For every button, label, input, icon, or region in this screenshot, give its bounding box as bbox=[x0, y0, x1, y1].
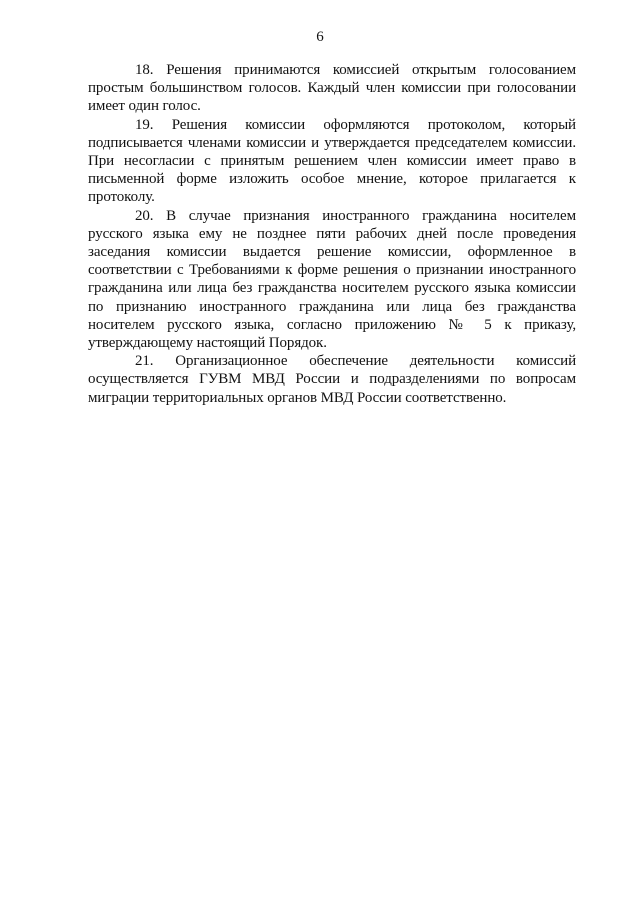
paragraph-19: 19. Решения комиссии оформляются протоколом, который подписывается членами комиссии и утверждается председателем комиссии. При несогласии с принятым решением член комиссии имеет право в письменной форме изложить особое мнение, которое прилагается к протоколу. bbox=[88, 116, 576, 206]
paragraph-20: 20. В случае признания иностранного гражданина носителем русского языка ему не позднее пяти рабочих дней после проведения заседания комиссии выдается решение комиссии, оформленное в соответствии с Требованиями к форме решения о признании иностранного гражданина или лица без гражданства носителем русского языка комиссии по признанию иностранного гражданина или лица без гражданства носителем русского языка, согласно приложению № 5 к приказу, утверждающему настоящий Порядок. bbox=[88, 207, 576, 352]
paragraph-18: 18. Решения принимаются комиссией открытым голосованием простым большинством голосов. Каждый член комиссии при голосовании имеет один голос. bbox=[88, 62, 576, 115]
page-number: 6 bbox=[316, 29, 324, 45]
document-body bbox=[88, 61, 576, 407]
paragraph-21: 21. Организационное обеспечение деятельности комиссий осуществляется ГУВМ МВД России и подразделениями по вопросам миграции территориальных органов МВД России соответственно. bbox=[88, 353, 576, 406]
